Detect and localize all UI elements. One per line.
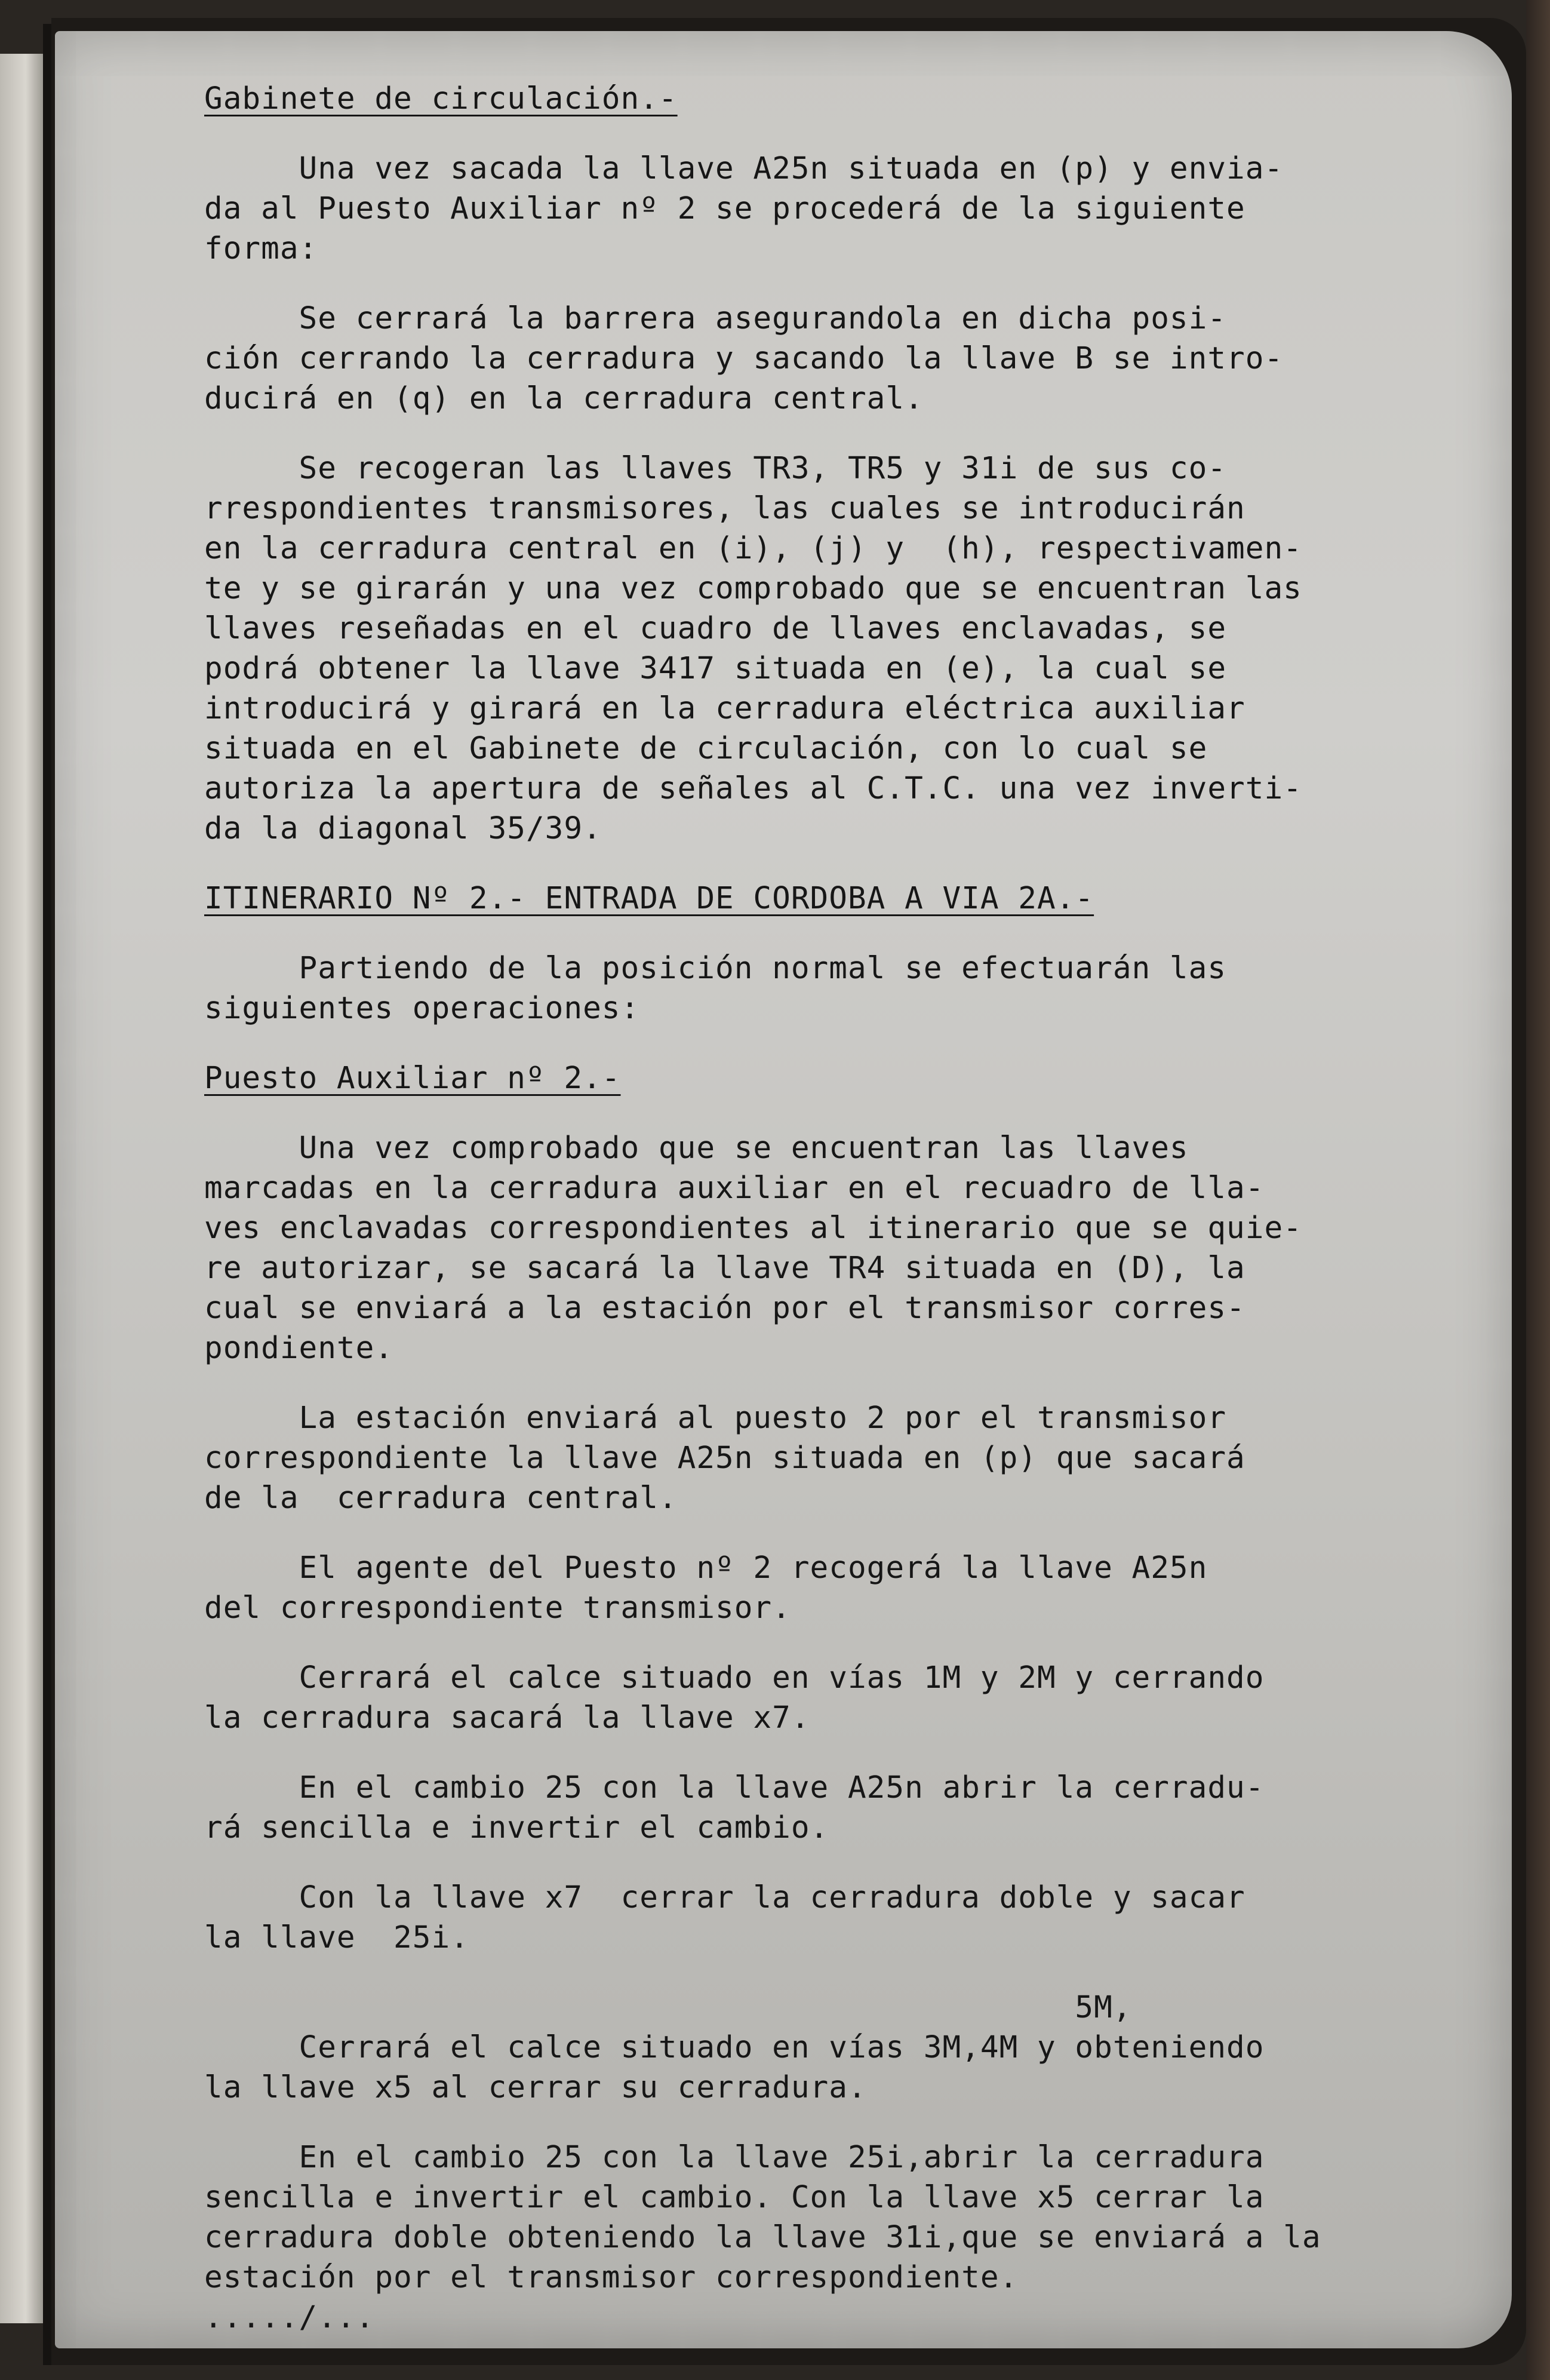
text-line: rá sencilla e invertir el cambio. <box>204 1810 829 1845</box>
paragraph-gap <box>204 1098 1512 1128</box>
text-line: Una vez comprobado que se encuentran las llaves <box>204 1131 1189 1166</box>
paragraph-gap <box>204 1518 1512 1548</box>
text-line: ción cerrando la cerradura y sacando la llave B se intro- <box>204 341 1284 376</box>
text-line: cual se enviará a la estación por el transmisor corres- <box>204 1291 1245 1326</box>
text-line: La estación enviará al puesto 2 por el transmisor <box>204 1401 1227 1436</box>
paragraph-gap <box>204 1628 1512 1658</box>
paragraph-gap <box>204 119 1512 149</box>
text-line: re autorizar, se sacará la llave TR4 situada en (D), la <box>204 1251 1245 1286</box>
text-line: En el cambio 25 con la llave 25i,abrir la cerradura <box>204 2140 1265 2175</box>
text-line: ducirá en (q) en la cerradura central. <box>204 381 924 416</box>
text-line: marcadas en la cerradura auxiliar en el recuadro de lla- <box>204 1171 1265 1206</box>
continuation-mark: ...../... <box>204 2300 375 2335</box>
text-line: la llave 25i. <box>204 1920 469 1955</box>
text-line: autoriza la apertura de señales al C.T.C. una vez inverti- <box>204 771 1302 806</box>
text-line: cerradura doble obteniendo la llave 31i,que se enviará a la <box>204 2220 1321 2255</box>
text-line: correspondiente la llave A25n situada en (p) que sacará <box>204 1441 1245 1476</box>
heading-line <box>204 1058 1512 1098</box>
text-line: la llave x5 al cerrar su cerradura. <box>204 2070 867 2105</box>
text-line: situada en el Gabinete de circulación, con lo cual se <box>204 731 1208 766</box>
text-line: 5M, <box>204 1990 1132 2025</box>
paragraph-gap <box>204 2108 1512 2138</box>
text-line: de la cerradura central. <box>204 1481 678 1516</box>
paragraph-gap <box>204 1848 1512 1878</box>
paragraph-gap <box>204 269 1512 299</box>
text-line: Se recogeran las llaves TR3, TR5 y 31i de sus co- <box>204 451 1227 486</box>
paragraph-gap <box>204 1028 1512 1058</box>
heading-line <box>204 79 1512 119</box>
paragraph-gap <box>204 1368 1512 1398</box>
text-line: podrá obtener la llave 3417 situada en (e), la cual se <box>204 651 1227 686</box>
adjacent-page-edge <box>0 54 43 2323</box>
text-line: Cerrará el calce situado en vías 1M y 2M y cerrando <box>204 1660 1265 1696</box>
paragraph-gap <box>204 849 1512 879</box>
text-line: da al Puesto Auxiliar nº 2 se procederá de la siguiente <box>204 191 1245 226</box>
text-line: Con la llave x7 cerrar la cerradura doble y sacar <box>204 1880 1245 1915</box>
paragraph-gap <box>204 1738 1512 1768</box>
section-heading: ITINERARIO Nº 2.- ENTRADA DE CORDOBA A VIA 2A.- <box>204 881 1094 916</box>
text-line: Cerrará el calce situado en vías 3M,4M y obteniendo <box>204 2030 1265 2065</box>
text-line: estación por el transmisor correspondiente. <box>204 2260 1019 2295</box>
text-line: siguientes operaciones: <box>204 991 640 1026</box>
section-heading: Puesto Auxiliar nº 2.- <box>204 1061 621 1096</box>
text-line: Partiendo de la posición normal se efectuarán las <box>204 951 1227 986</box>
table-edge <box>1526 0 1550 2380</box>
text-line: forma: <box>204 231 318 266</box>
text-line: te y se girarán y una vez comprobado que se encuentran las <box>204 571 1302 606</box>
paragraph-gap <box>204 1958 1512 1988</box>
text-line: Una vez sacada la llave A25n situada en (p) y envia- <box>204 151 1284 186</box>
text-line: En el cambio 25 con la llave A25n abrir la cerradu- <box>204 1770 1265 1805</box>
document-page <box>55 31 1512 2348</box>
text-line: la cerradura sacará la llave x7. <box>204 1700 810 1736</box>
text-line: da la diagonal 35/39. <box>204 811 602 846</box>
text-line: Se cerrará la barrera asegurandola en dicha posi- <box>204 301 1227 336</box>
text-line: llaves reseñadas en el cuadro de llaves enclavadas, se <box>204 611 1227 646</box>
text-line: ves enclavadas correspondientes al itinerario que se quie- <box>204 1211 1302 1246</box>
paragraph-gap <box>204 419 1512 449</box>
text-line: introducirá y girará en la cerradura eléctrica auxiliar <box>204 691 1245 726</box>
text-line: en la cerradura central en (i), (j) y (h), respectivamen- <box>204 531 1302 566</box>
text-line: pondiente. <box>204 1331 394 1366</box>
section-heading: Gabinete de circulación.- <box>204 81 678 116</box>
text-line: rrespondientes transmisores, las cuales se introducirán <box>204 491 1245 526</box>
text-line: sencilla e invertir el cambio. Con la llave x5 cerrar la <box>204 2180 1265 2215</box>
text-line: El agente del Puesto nº 2 recogerá la llave A25n <box>204 1550 1208 1586</box>
text-line: del correspondiente transmisor. <box>204 1590 791 1626</box>
document-body <box>204 79 1512 2338</box>
binder-spine <box>43 24 51 2365</box>
heading-line <box>204 879 1512 919</box>
paragraph-gap <box>204 919 1512 948</box>
